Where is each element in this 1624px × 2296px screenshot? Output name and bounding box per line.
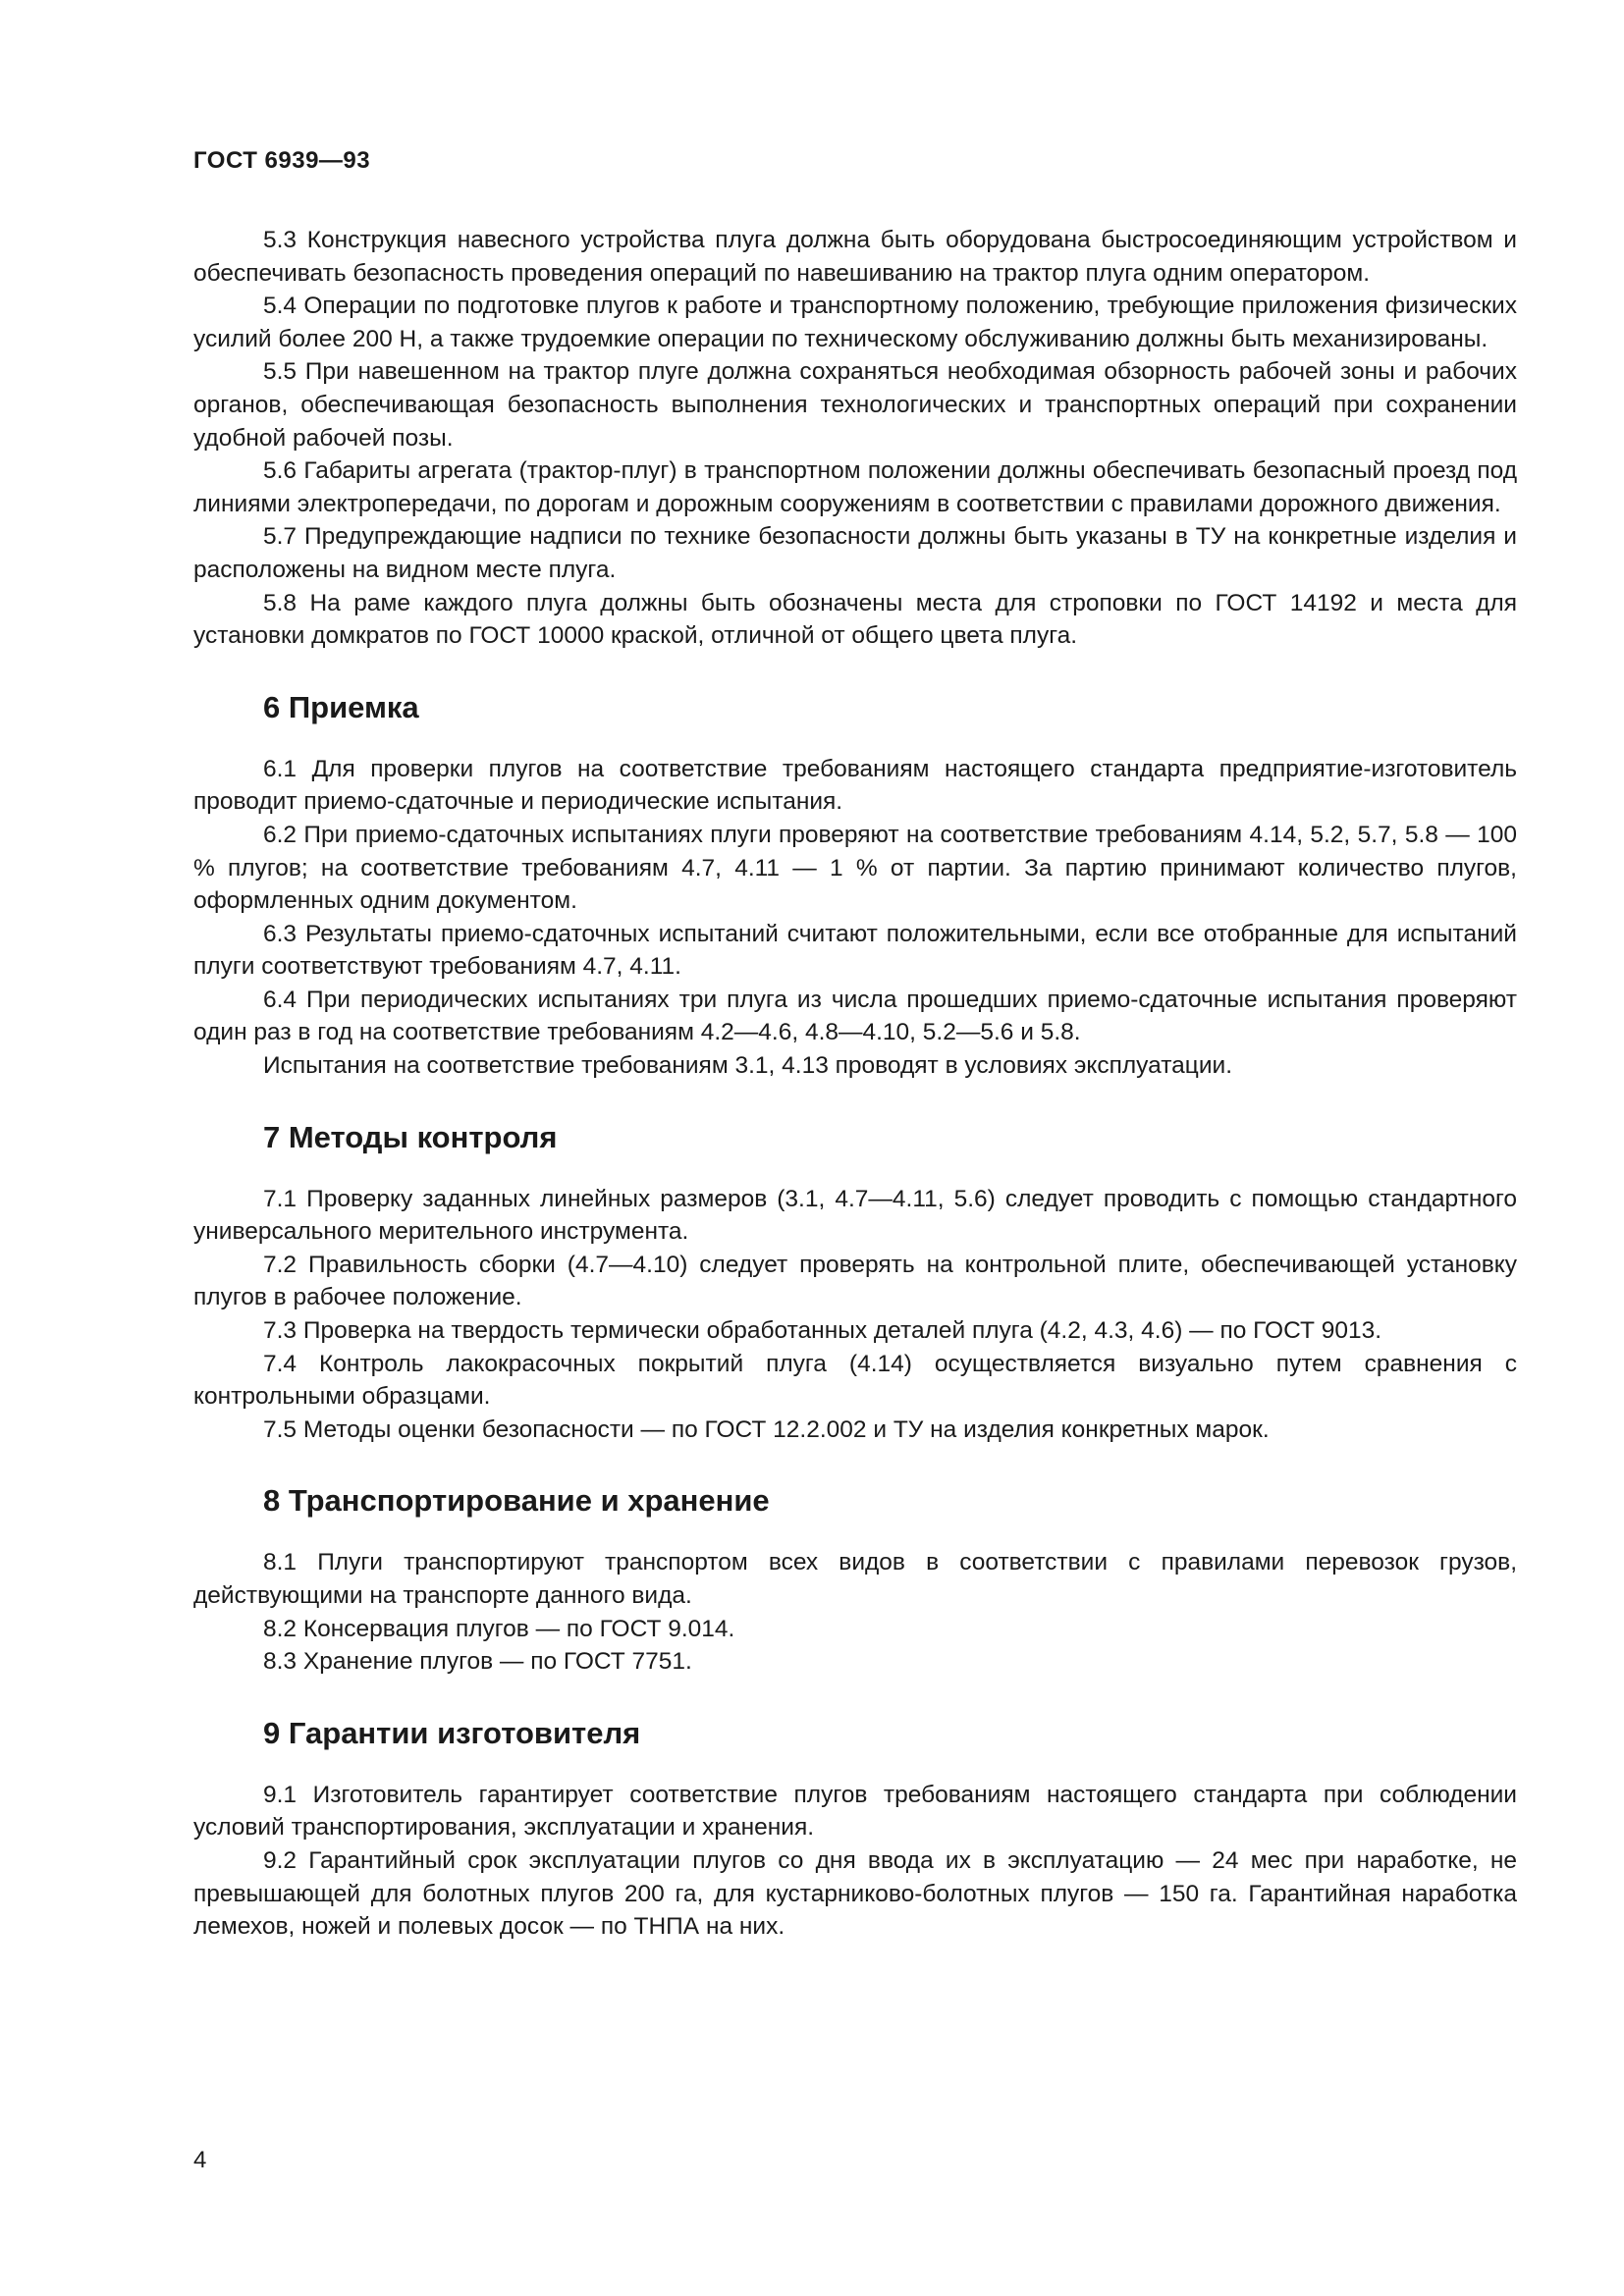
paragraph-5-8: 5.8 На раме каждого плуга должны быть обозначены места для строповки по ГОСТ 14192 и места для установки домкратов по ГОСТ 10000 краской, отличной от общего цвета плуга.: [193, 589, 1517, 650]
section-heading-9: 9 Гарантии изготовителя: [263, 1715, 641, 1750]
paragraph-5-5: 5.5 При навешенном на трактор плуге должна сохраняться необходимая обзорность рабочей зоны и рабочих органов, обеспечивающая безопасность выполнения технологических и транспортных операций при сохранении удобной рабочей позы.: [193, 358, 1517, 452]
paragraph-6-1: 6.1 Для проверки плугов на соответствие требованиям настоящего стандарта предприятие-изготовитель проводит приемо-сдаточные и периодические испытания.: [193, 755, 1517, 816]
section-6: [193, 688, 1517, 1083]
paragraph-6-4: 6.4 При периодических испытаниях три плуга из числа прошедших приемо-сдаточные испытания проверяют один раз в год на соответствие требованиям 4.2—4.6, 4.8—4.10, 5.2—5.6 и 5.8.: [193, 986, 1517, 1046]
paragraph-9-1: 9.1 Изготовитель гарантирует соответствие плугов требованиям настоящего стандарта при соблюдении условий транспортирования, эксплуатации и хранения.: [193, 1781, 1517, 1842]
document-code-header: ГОСТ 6939—93: [193, 147, 371, 174]
paragraph-7-5: 7.5 Методы оценки безопасности — по ГОСТ 12.2.002 и ТУ на изделия конкретных марок.: [263, 1415, 1270, 1443]
section-heading-7: 7 Методы контроля: [263, 1119, 558, 1154]
paragraph-5-4: 5.4 Операции по подготовке плугов к работе и транспортному положению, требующие приложения физических усилий более 200 Н, а также трудоемкие операции по техническому обслуживанию должны быть механизированы.: [193, 293, 1517, 352]
paragraph-5-6: 5.6 Габариты агрегата (трактор-плуг) в транспортном положении должны обеспечивать безопасный проезд под линиями электропередачи, по дорогам и дорожным сооружениям в соответствии с правилами дорожного движения.: [193, 457, 1517, 517]
document-body: [193, 224, 1517, 1944]
paragraph-6-4-note: Испытания на соответствие требованиям 3.1, 4.13 проводят в условиях эксплуатации.: [263, 1052, 1232, 1080]
paragraph-8-3: 8.3 Хранение плугов — по ГОСТ 7751.: [263, 1648, 692, 1676]
page-number: 4: [193, 2147, 207, 2173]
section-5-continuation: [193, 224, 1517, 653]
paragraph-6-3: 6.3 Результаты приемо-сдаточных испытаний считают положительными, если все отобранные для испытаний плуги соответствуют требованиям 4.7, 4.11.: [193, 920, 1517, 981]
paragraph-5-3: 5.3 Конструкция навесного устройства плуга должна быть оборудована быстросоединяющим устройством и обеспечивать безопасность проведения операций по навешиванию на трактор плуга одним оператором.: [193, 227, 1517, 287]
paragraph-9-2: 9.2 Гарантийный срок эксплуатации плугов со дня ввода их в эксплуатацию — 24 мес при наработке, не превышающей для болотных плугов 200 га, для кустарниково-болотных плугов — 150 га. Гарантийная наработка лемехов, ножей и полевых досок — по ТНПА на них.: [193, 1846, 1517, 1941]
paragraph-6-2: 6.2 При приемо-сдаточных испытаниях плуги проверяют на соответствие требованиям 4.14, 5.2, 5.7, 5.8 — 100 % плугов; на соответствие требованиям 4.7, 4.11 — 1 % от партии. За партию принимают количество плугов, оформленных одним документом.: [193, 821, 1517, 915]
paragraph-5-7: 5.7 Предупреждающие надписи по технике безопасности должны быть указаны в ТУ на конкретные изделия и расположены на видном месте плуга.: [193, 523, 1517, 583]
paragraph-8-1: 8.1 Плуги транспортируют транспортом всех видов в соответствии с правилами перевозок грузов, действующими на транспорте данного вида.: [193, 1549, 1517, 1609]
paragraph-7-4: 7.4 Контроль лакокрасочных покрытий плуга (4.14) осуществляется визуально путем сравнения с контрольными образцами.: [193, 1350, 1517, 1411]
paragraph-7-3: 7.3 Проверка на твердость термически обработанных деталей плуга (4.2, 4.3, 4.6) — по ГОСТ 9013.: [263, 1317, 1382, 1345]
section-9: [193, 1714, 1517, 1944]
paragraph-7-1: 7.1 Проверку заданных линейных размеров (3.1, 4.7—4.11, 5.6) следует проводить с помощью стандартного универсального мерительного инструмента.: [193, 1185, 1517, 1246]
section-7: [193, 1118, 1517, 1447]
paragraph-8-2: 8.2 Консервация плугов — по ГОСТ 9.014.: [263, 1615, 735, 1642]
section-heading-6: 6 Приемка: [263, 689, 419, 724]
section-heading-8: 8 Транспортирование и хранение: [263, 1483, 770, 1519]
paragraph-7-2: 7.2 Правильность сборки (4.7—4.10) следует проверять на контрольной плите, обеспечивающей установку плугов в рабочее положение.: [193, 1251, 1517, 1311]
section-8: [193, 1481, 1517, 1678]
